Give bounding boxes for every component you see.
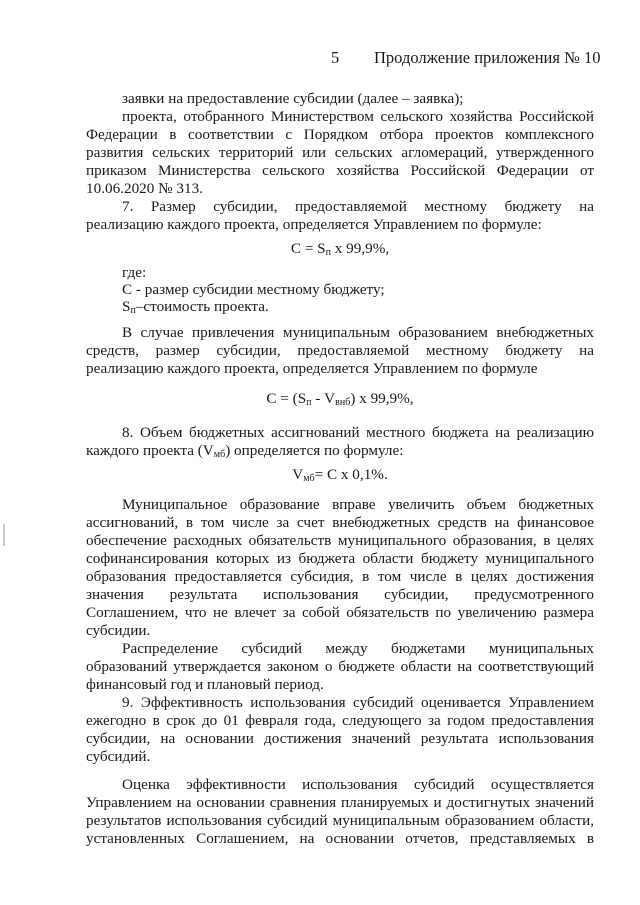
text-line: обеспечение расходных обязательств муниципального образования, в целях	[86, 532, 594, 549]
text-line: 8. Объем бюджетных ассигнований местного бюджета на реализацию	[122, 424, 594, 441]
formula-subsidy-size: $С = S_п$ х 99,9%,	[290, 240, 390, 258]
text-line: субсидии.	[86, 622, 151, 639]
text-line: реализацию каждого проекта, определяется Управлением по формуле:	[86, 216, 542, 233]
text-line: ежегодно в срок до 01 февраля года, следующего за годом предоставления	[86, 712, 594, 729]
text-line: 7. Размер субсидии, предоставляемой местному бюджету на	[122, 198, 594, 215]
text-line: развития сельских территорий или сельских агломераций, утвержденного	[86, 144, 594, 161]
text-line: средств, размер субсидии, предоставляемой местному бюджету на	[86, 342, 594, 359]
text-line: С - размер субсидии местному бюджету;	[122, 281, 385, 298]
text-line: 9. Эффективность использования субсидий оценивается Управлением	[122, 694, 594, 711]
text-line: заявки на предоставление субсидии (далее – заявка);	[122, 90, 464, 107]
text-line: значения результата использования субсидии, предусмотренного	[86, 586, 594, 603]
text-line: каждого проекта $(V_{мб})$ определяется по формуле:	[86, 442, 404, 460]
text-line: ассигнований, в том числе за счет внебюджетных средств на финансовое	[86, 514, 594, 531]
text-line: где:	[122, 264, 147, 281]
text-line: субсидии, на основании достижения значений результата использования	[86, 730, 594, 747]
text-line: проекта, отобранного Министерством сельского хозяйства Российской	[122, 108, 594, 125]
text-line: Распределение субсидий между бюджетами муниципальных	[122, 640, 594, 657]
text-line: приказом Министерства сельского хозяйства Российской Федерации от	[86, 162, 594, 179]
text-line: $S_п$–стоимость проекта.	[122, 298, 269, 316]
text-line: 10.06.2020 № 313.	[86, 180, 204, 197]
scan-edge-mark	[3, 524, 5, 546]
text-line: субсидий.	[86, 748, 151, 765]
text-line: результатов использования субсидий муниципальным образованием области,	[86, 812, 594, 829]
text-line: В случае привлечения муниципальным образованием внебюджетных	[122, 324, 594, 341]
text-line: образования предоставляется субсидия, в том числе в целях достижения	[86, 568, 594, 585]
text-line: реализацию каждого проекта, определяется Управлением по формуле	[86, 360, 538, 377]
text-line: установленных Соглашением, на основании отчетов, представляемых в	[86, 830, 594, 847]
text-line: Оценка эффективности использования субсидий осуществляется	[122, 776, 594, 793]
text-line: Управлением на основании сравнения планируемых и достигнутых значений	[86, 794, 594, 811]
formula-subsidy-extrabudget: $С = (S_п - V_{внб})$ х 99,9%,	[266, 390, 414, 408]
text-line: Федерации в соответствии с Порядком отбора проектов комплексного	[86, 126, 594, 143]
text-line: Соглашением, что не влечет за собой обязательств по увеличению размера	[86, 604, 594, 621]
text-line: образований утверждается законом о бюджете области на соответствующий	[86, 658, 594, 675]
text-line: финансовый год и плановый период.	[86, 676, 324, 693]
text-line: софинансирования которых из бюджета области бюджету муниципального	[86, 550, 594, 567]
text-line: Муниципальное образование вправе увеличить объем бюджетных	[122, 496, 594, 513]
page-number: 5	[331, 48, 340, 67]
formula-budget-allocations: $V_{мб}= С$ х 0,1%.	[292, 466, 388, 484]
continuation-header: Продолжение приложения № 10	[374, 48, 601, 67]
